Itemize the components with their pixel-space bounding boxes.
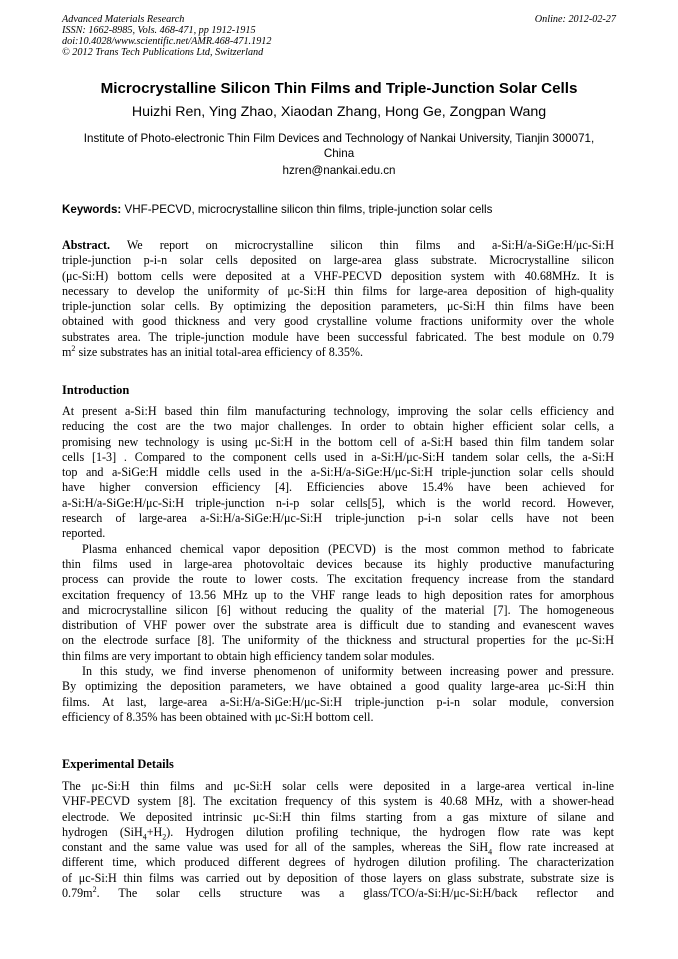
abstract-label: Abstract.: [62, 238, 111, 252]
abstract-line: obtained with good thickness and very good crystalline volume fractions uniformity over the whole: [62, 314, 614, 329]
author-email: hzren@nankai.edu.cn: [282, 164, 396, 177]
online-date: Online: 2012-02-27: [534, 14, 616, 25]
journal-header: [62, 14, 271, 58]
experimental-body: [62, 779, 614, 901]
abstract-line: Abstract. We report on microcrystalline silicon thin films and a-Si:H/a-SiGe:H/μc-Si:H: [62, 238, 614, 252]
copyright-line: © 2012 Trans Tech Publications Ltd, Switzerland: [62, 47, 264, 58]
abstract-line: necessary to develop the uniformity of μc-Si:H thin films for large-area deposition of high-quality: [62, 283, 614, 298]
text-line: and microcrystalline silicon [6] without reducing the quality of the material [7]. The homogeneous: [62, 602, 614, 617]
text-line: In this study, we find inverse phenomenon of uniformity between increasing power and pressure.: [82, 664, 614, 679]
text-line: By optimizing the deposition parameters, we have obtained a good quality large-area μc-Si:H thin: [62, 679, 614, 694]
text-line: electrode. We deposited intrinsic μc-Si:H thin films starting from a gas mixture of silane and: [62, 809, 614, 824]
abstract-line: $m^2$ size substrates has an initial total-area efficiency of 8.35%.: [62, 345, 363, 360]
text-line: reported.: [62, 526, 106, 541]
text-line: constant and the same value was used for all of the samples, whereas the SiH$_4$ flow rate increased at: [62, 840, 614, 856]
text-line: distribution of VHF power over the substrate area is difficult due to standing and evanescent waves: [62, 618, 614, 633]
text-line: a-Si:H/a-SiGe:H/μc-Si:H triple-junction n-i-p solar cells[5], which is the world record. However,: [62, 495, 614, 510]
text-line: films. At last, large-area a-Si:H/a-SiGe:H/μc-Si:H triple-junction p-i-n solar module, conversion: [62, 694, 614, 709]
issn-line: ISSN: 1662-8985, Vols. 468-471, pp 1912-1915: [62, 25, 256, 36]
text-line: have higher conversion efficiency [4]. Efficiencies above 15.4% have been achieved for: [62, 480, 614, 495]
abstract-line: triple-junction solar cells. By optimizing the deposition parameters, μc-Si:H thin films have been: [62, 299, 614, 314]
text-line: promising new technology is using μc-Si:H in the bottom cell of a-Si:H based thin film tandem solar: [62, 434, 614, 449]
affiliation: [40, 131, 638, 161]
keywords-label: Keywords:: [62, 203, 122, 216]
abstract-line: triple-junction p-i-n solar cells deposited on large-area glass substrate. Microcrystalline silicon: [62, 253, 614, 268]
affiliation-line: Institute of Photo-electronic Thin Film Devices and Technology of Nankai University, Tianjin 300071,: [83, 132, 595, 145]
section-heading-introduction: Introduction: [62, 383, 130, 397]
text-line: VHF-PECVD system [8]. The excitation frequency of this system is 40.68 MHz, with a shower-head: [62, 794, 614, 809]
text-line: different time, which produced different degrees of hydrogen dilution profiling. The characterization: [62, 855, 614, 870]
affiliation-line: China: [323, 147, 355, 160]
keywords-text: VHF-PECVD, microcrystalline silicon thin films, triple-junction solar cells: [121, 203, 493, 216]
intro-paragraph-3: [62, 664, 614, 725]
keywords: [62, 203, 614, 216]
text-line: top and a-SiGe:H middle cells used in the a-Si:H/a-SiGe:H/μc-Si:H triple-junction solar cells should: [62, 465, 614, 480]
text-line: thin films used in large-area photovoltaic devices because its highly productive manufacturing: [62, 556, 614, 571]
abstract-line: substrates area. The triple-junction module have been successful fabricated. The best module on 0.79: [62, 329, 614, 344]
intro-paragraph-1: [62, 404, 614, 542]
text-line: hydrogen $(SiH_4+H_2)$. Hydrogen dilution profiling technique, the hydrogen flow rate was kept: [62, 824, 614, 841]
experimental-paragraph: [62, 779, 614, 901]
section-heading-experimental: Experimental Details: [62, 757, 174, 771]
abstract: [62, 238, 614, 360]
text-line: on the electrode surface [8]. The uniformity of the thickness and structural properties for the μc-Si:H: [62, 633, 614, 648]
paper-title: Microcrystalline Silicon Thin Films and Triple-Junction Solar Cells: [100, 80, 578, 97]
text-line: of μc-Si:H thin films was carried out by deposition of those layers on glass substrate, substrate size is: [62, 870, 614, 885]
text-line: process can provide the route to lower costs. The excitation frequency increase from the standard: [62, 572, 614, 587]
text-line: efficiency of 8.35% has been obtained with μc-Si:H bottom cell.: [62, 709, 374, 724]
text-line: The μc-Si:H thin films and μc-Si:H solar cells were deposited in a large-area vertical in-line: [62, 779, 614, 793]
text-line: reducing the cost are the two major challenges. In order to obtain higher efficient solar cells, a: [62, 419, 614, 434]
doi-line: doi:10.4028/www.scientific.net/AMR.468-471.1912: [62, 36, 272, 47]
text-line: cells [1-3] . Compared to the component cells used in a-Si:H/μc-Si:H tandem solar cells, the a-Si:H: [62, 449, 614, 464]
journal-name: Advanced Materials Research: [62, 14, 185, 25]
introduction-body: [62, 404, 614, 725]
author-list: Huizhi Ren, Ying Zhao, Xiaodan Zhang, Hong Ge, Zongpan Wang: [131, 104, 547, 120]
abstract-line: (μc-Si:H) bottom cells were deposited at a VHF-PECVD deposition system with 40.68MHz. It is: [62, 268, 614, 283]
intro-paragraph-2: [62, 542, 614, 664]
text-line: research of large-area a-Si:H/a-SiGe:H/μc-Si:H triple-junction p-i-n solar cells have not been: [62, 511, 614, 526]
text-line: Plasma enhanced chemical vapor deposition (PECVD) is the most common method to fabricate: [82, 541, 614, 556]
text-line: At present a-Si:H based thin film manufacturing technology, improving the solar cells efficiency and: [62, 404, 614, 418]
abstract-body: [62, 238, 614, 360]
text-line: $0.79m^2$. The solar cells structure was a glass/TCO/a-Si:H/μc-Si:H/back reflector and: [62, 886, 614, 901]
text-line: excitation frequency of 13.56 MHz up to the VHF range leads to high deposition rates for amorphous: [62, 587, 614, 602]
text-line: thin films are very important to obtain high efficiency tandem solar modules.: [62, 648, 435, 663]
